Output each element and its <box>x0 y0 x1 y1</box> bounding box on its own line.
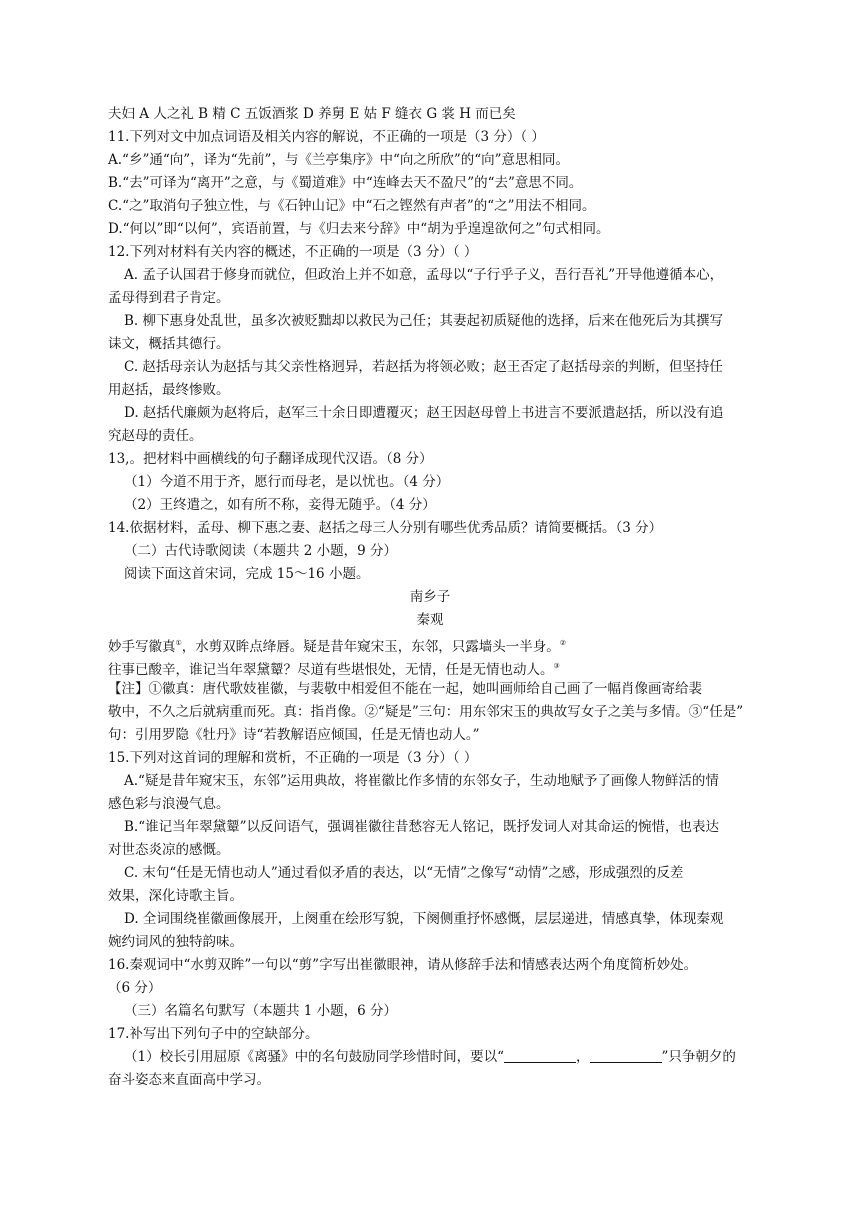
question-12-option-b-cont: 诔文，概括其德行。 <box>108 336 230 352</box>
question-15-option-b-cont: 对世态炎凉的感慨。 <box>108 842 230 858</box>
question-12-option-a-cont: 孟母得到君子肯定。 <box>108 290 230 306</box>
poem-line-1 <box>108 633 566 657</box>
poem-title: 南乡子 <box>409 589 451 605</box>
poem-note: 【注】①徽真：唐代歌妓崔徽，与裴敬中相爱但不能在一起，她叫画师给自己画了一幅肖像画寄给裴 <box>108 681 702 697</box>
question-11-option-a: A.“乡”通“向”，译为“先前”，与《兰亭集序》中“向之所欣”的“向”意思相同。 <box>108 152 570 168</box>
section-2-heading: （二）古代诗歌阅读（本题共 2 小题，9 分） <box>124 543 398 559</box>
poem-note-cont-2: 句：引用罗隐《牡丹》诗“若教解语应倾国，任是无情也动人。” <box>108 727 480 743</box>
question-13-stem: 13,。把材料中画横线的句子翻译成现代汉语。（8 分） <box>108 451 433 467</box>
question-12-option-d-cont: 究赵母的责任。 <box>108 428 203 444</box>
question-16-score: （6 分） <box>108 980 162 996</box>
section-2-intro: 阅读下面这首宋词，完成 15～16 小题。 <box>124 566 370 582</box>
question-17-item-1-pre: （1）校长引用屈原《离骚》中的名句鼓励同学珍惜时间，要以“ <box>124 1049 504 1065</box>
poem-line-2-text: 往事已酸辛，谁记当年翠黛颦？尽道有些堪恨处，无情，任是无情也动人。 <box>108 662 554 678</box>
question-12-option-c: C. 赵括母亲认为赵括与其父亲性格迥异，若赵括为将领必败；赵王否定了赵括母亲的判断，但坚持任 <box>124 359 723 375</box>
question-15-option-c-cont: 效果，深化诗歌主旨。 <box>108 888 243 904</box>
question-15-option-d: D. 全词围绕崔徽画像展开，上阕重在绘形写貌，下阕侧重抒怀感慨，层层递进，情感真挚，体现秦观 <box>124 911 724 927</box>
question-15-option-a-cont: 感色彩与浪漫气息。 <box>108 796 230 812</box>
poem-line-1-start: 妙手写徽真 <box>108 639 176 655</box>
question-13-item-1: （1）今道不用于齐，愿行而母老，是以忧也。（4 分） <box>124 474 450 490</box>
question-17-item-1-post: ”只争朝夕的 <box>661 1049 736 1065</box>
question-12-option-b: B. 柳下惠身处乱世，虽多次被贬黜却以救民为己任；其妻起初质疑他的选择，后来在他死后为其撰写 <box>124 313 724 329</box>
question-14-stem: 14.依据材料，孟母、柳下惠之妻、赵括之母三人分别有哪些优秀品质？请简要概括。（3 分） <box>108 520 663 536</box>
poem-note-cont-1: 敬中，不久之后就病重而死。真：指肖像。②“疑是”三句：用东邻宋玉的典故写女子之美与多情。③“任是” <box>108 704 744 720</box>
poem-line-2 <box>108 656 560 680</box>
question-13-item-2: （2）王终遣之，如有所不称，妾得无随乎。（4 分） <box>124 497 436 513</box>
question-12-option-d: D. 赵括代廉颇为赵将后，赵军三十余日即遭覆灭；赵王因赵母曾上书进言不要派遣赵括，所以没有追 <box>124 405 724 421</box>
question-11-stem: 11.下列对文中加点词语及相关内容的解说，不正确的一项是（3 分）（ ） <box>108 129 545 145</box>
poem-line-1-end: ，水剪双眸点绛唇。疑是昔年窥宋玉，东邻，只露墙头一半身。 <box>181 639 560 655</box>
question-17-item-1-mid: ， <box>576 1049 590 1065</box>
footnote-marker-2: ② <box>559 639 567 647</box>
question-15-stem: 15.下列对这首词的理解和赏析，不正确的一项是（3 分）（ ） <box>108 750 478 766</box>
fill-blank-1[interactable] <box>504 1048 576 1063</box>
question-15-option-c: C. 末句“任是无情也动人”通过看似矛盾的表达，以“无情”之像写“动情”之感，形成强烈的反差 <box>124 865 684 881</box>
footnote-marker-1: ① <box>175 639 182 647</box>
section-3-heading: （三）名篇名句默写（本题共 1 小题，6 分） <box>124 1003 398 1019</box>
question-15-option-d-cont: 婉约词风的独特韵味。 <box>108 934 243 950</box>
question-17-item-1 <box>124 1047 736 1067</box>
question-17-item-1-cont: 奋斗姿态来直面高中学习。 <box>108 1072 270 1088</box>
question-12-stem: 12.下列对材料有关内容的概述，不正确的一项是（3 分）（ ） <box>108 244 478 260</box>
footnote-marker-3: ③ <box>553 662 560 670</box>
fill-blank-2[interactable] <box>590 1048 662 1063</box>
question-11-option-c: C.“之”取消句子独立性，与《石钟山记》中“石之铿然有声者”的“之”用法不相同。 <box>108 198 596 214</box>
question-12-option-c-cont: 用赵括，最终惨败。 <box>108 382 230 398</box>
question-16-stem: 16.秦观词中“水剪双眸”一句以“剪”字写出崔徽眼神，请从修辞手法和情感表达两个角度简析妙处。 <box>108 957 698 973</box>
question-15-option-b: B.“谁记当年翠黛颦”以反问语气，强调崔徽往昔愁容无人铭记，既抒发词人对其命运的惋惜，也表达 <box>124 819 720 835</box>
answer-options-line: 夫妇 A 人之礼 B 精 C 五饭酒浆 D 养舅 E 姑 F 缝衣 G 裳 H 而已矣 <box>108 106 516 122</box>
poem-author: 秦观 <box>416 612 444 628</box>
question-17-stem: 17.补写出下列句子中的空缺部分。 <box>108 1026 319 1042</box>
question-15-option-a: A.“疑是昔年窥宋玉，东邻”运用典故，将崔徽比作多情的东邻女子，生动地赋予了画像人物鲜活的情 <box>124 773 719 789</box>
question-11-option-b: B.“去”可译为“离开”之意，与《蜀道难》中“连峰去天不盈尺”的“去”意思不同。 <box>108 175 583 191</box>
question-11-option-d: D.“何以”即“以何”，宾语前置，与《归去来兮辞》中“胡为乎遑遑欲何之”句式相同。 <box>108 221 610 237</box>
question-12-option-a: A. 孟子认国君于修身而就位，但政治上并不如意，孟母以“子行乎子义，吾行吾礼”开导他遵循本心， <box>124 267 724 283</box>
